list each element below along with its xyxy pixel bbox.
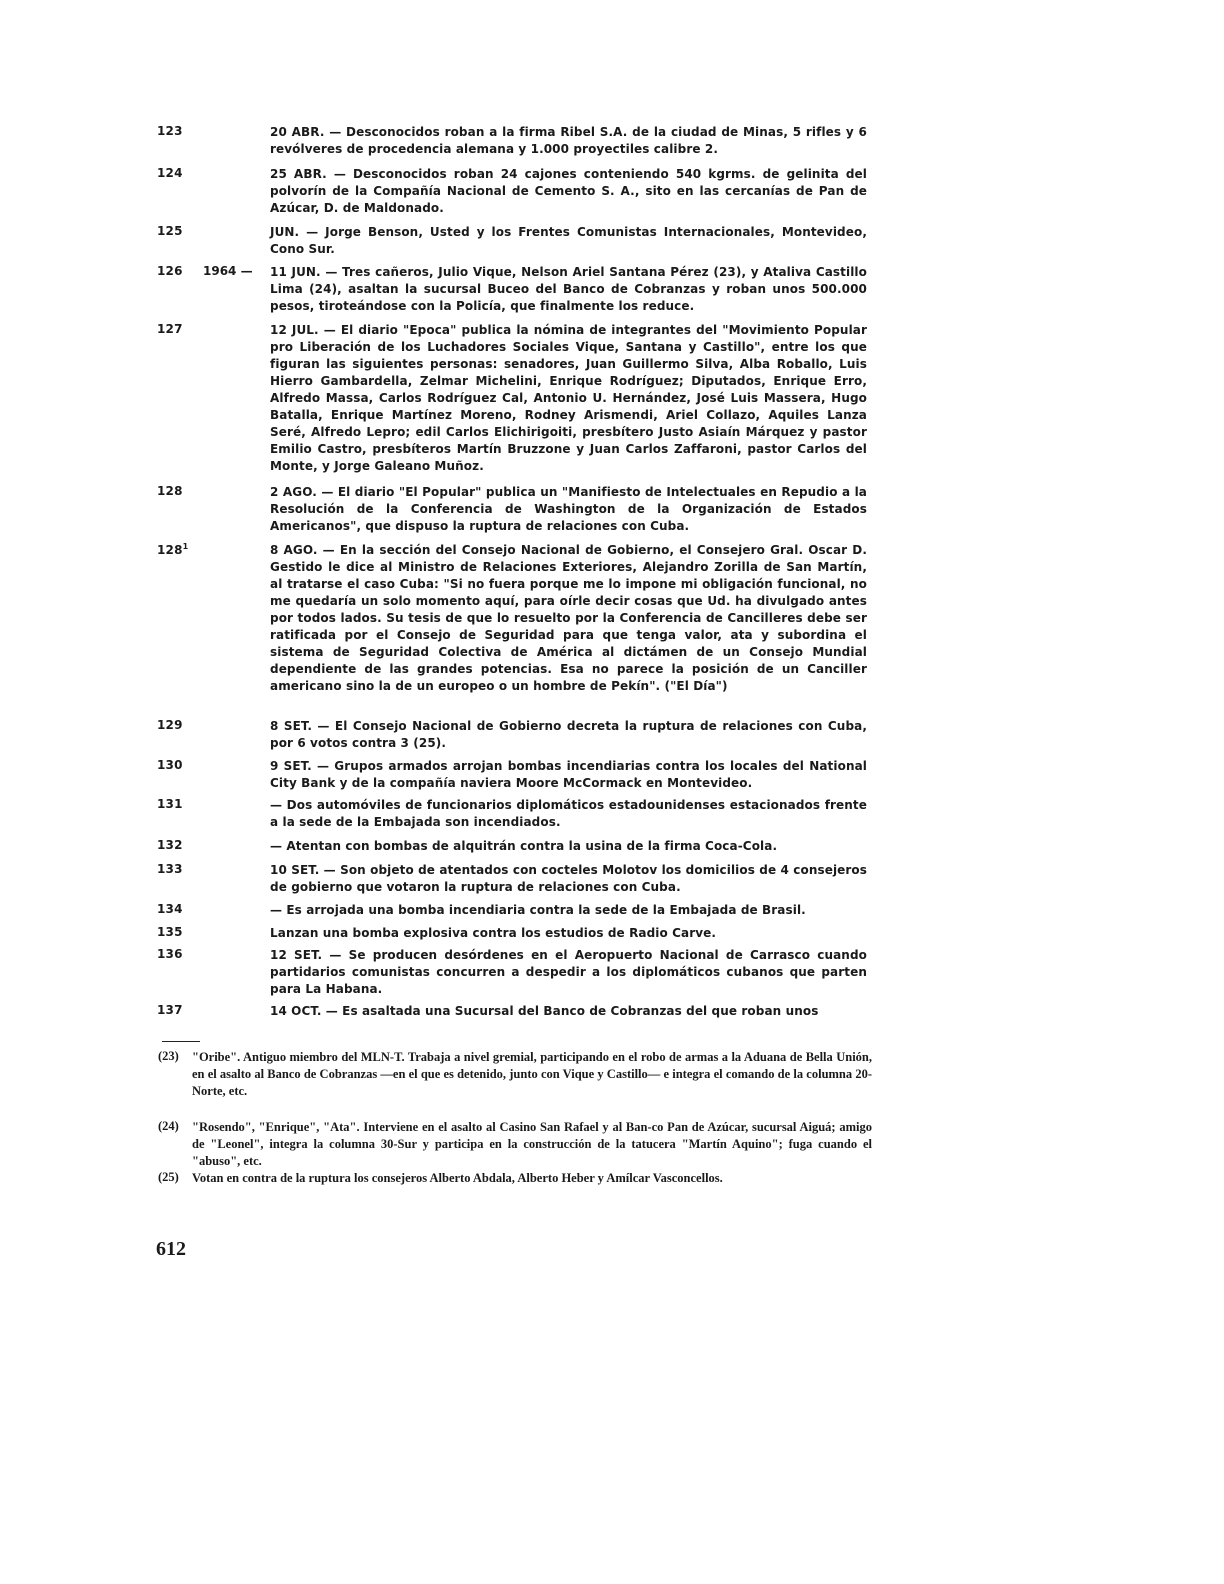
entry-text: — Dos automóviles de funcionarios diplomáticos estadounidenses estacionados frente a la sede de la Embajada son incendiados. <box>270 798 867 829</box>
entry-text: 12 JUL. — El diario "Epoca" publica la nómina de integrantes del "Movimiento Popular pro Liberación de los Luchadores Sociales Vique, Santana y Castillo", entre los que figuran las siguientes personas: senadores, Juan Guillermo Silva, Alba Roballo, Luis Hierro Gambardella, Zelmar Michelini, Enrique Rodríguez; Diputados, Enrique Erro, Alfredo Massa, Carlos Rodríguez Cal, Antonio U. Hernández, José Luis Massera, Hugo Batalla, Enrique Martínez Moreno, Rodney Arismendi, Ariel Collazo, Aquiles Lanza Seré, Alfredo Lepro; edil Carlos Elichirigoiti, presbítero Justo Asiaín Márquez y pastor Emilio Castro, presbíteros Martín Bruzzone y Juan Carlos Zaffaroni, pastor Carlos del Monte, y Jorge Galeano Muñoz. <box>270 323 867 473</box>
entry-number: 136 <box>157 947 183 961</box>
entry-text: 2 AGO. — El diario "El Popular" publica un "Manifiesto de Intelectuales en Repudio a la Resolución de la Conferencia de Washington de la Organización de Estados Americanos", que dispuso la ruptura de relaciones con Cuba. <box>270 485 867 533</box>
entry-number: 131 <box>157 797 183 811</box>
page-number: 612 <box>156 1238 186 1260</box>
entry-number: 123 <box>157 124 183 138</box>
entry-text: Lanzan una bomba explosiva contra los estudios de Radio Carve. <box>270 926 717 940</box>
entry-text: 14 OCT. — Es asaltada una Sucursal del Banco de Cobranzas del que roban unos <box>270 1004 819 1018</box>
entry-number: 125 <box>157 224 183 238</box>
entry-text: 9 SET. — Grupos armados arrojan bombas incendiarias contra los locales del National City Bank y de la compañía naviera Moore McCormack en Montevideo. <box>270 759 867 790</box>
footnote-divider <box>162 1041 200 1042</box>
entry-number: 137 <box>157 1003 183 1017</box>
entry-text: 8 AGO. — En la sección del Consejo Nacional de Gobierno, el Consejero Gral. Oscar D. Gestido le dice al Ministro de Relaciones Exteriores, Alejandro Zorilla de San Martín, al tratarse el caso Cuba: "Si no fuera porque me lo impone mi obligación funcional, no me quedaría un solo momento aquí, para oírle decir cosas que Ud. ha divulgado antes por todos lados. Su tesis de que lo resuelto por la Conferencia de Cancilleres debe ser ratificada por el Consejo de Seguridad para que tenga valor, ata y subordina el sistema de Seguridad Colectiva de América al dictámen de un Consejo Mundial dependiente de las grandes potencias. Esa no parece la posición de un Canciller americano sino la de un europeo o un hombre de Pekín". ("El Día") <box>270 543 867 693</box>
entry-number <box>157 542 188 557</box>
entry-number: 133 <box>157 862 183 876</box>
entry-text: 20 ABR. — Desconocidos roban a la firma Ribel S.A. de la ciudad de Minas, 5 rifles y 6 revólveres de procedencia alemana y 1.000 proyectiles calibre 2. <box>270 125 867 156</box>
entry-number: 135 <box>157 925 183 939</box>
entry-number: 129 <box>157 718 183 732</box>
entry-text: 25 ABR. — Desconocidos roban 24 cajones conteniendo 540 kgrms. de gelinita del polvorín de la Compañía Nacional de Cemento S. A., sito en las cercanías de Pan de Azúcar, D. de Maldonado. <box>270 167 867 215</box>
entry-number: 132 <box>157 838 183 852</box>
entry-number: 128 <box>157 484 183 498</box>
entry-number: 127 <box>157 322 183 336</box>
entry-text: 12 SET. — Se producen desórdenes en el Aeropuerto Nacional de Carrasco cuando partidarios comunistas concurren a despedir a los diplomáticos cubanos que parten para La Habana. <box>270 948 867 996</box>
entry-number: 134 <box>157 902 183 916</box>
footnote-text: Votan en contra de la ruptura los consejeros Alberto Abdala, Alberto Heber y Amílcar Vasconcellos. <box>192 1171 723 1185</box>
footnote-number: (24) <box>158 1119 179 1133</box>
footnote-text: "Oribe". Antiguo miembro del MLN-T. Trabaja a nivel gremial, participando en el robo de armas a la Aduana de Bella Unión, en el asalto al Banco de Cobranzas —en el que es detenido, junto con Vique y Castillo— e integra el comando de la columna 20-Norte, etc. <box>192 1050 872 1098</box>
footnote-number: (25) <box>158 1170 179 1184</box>
footnote-number: (23) <box>158 1049 179 1063</box>
entry-text: 10 SET. — Son objeto de atentados con cocteles Molotov los domicilios de 4 consejeros de gobierno que votaron la ruptura de relaciones con Cuba. <box>270 863 867 894</box>
entry-number: 124 <box>157 166 183 180</box>
entry-text: JUN. — Jorge Benson, Usted y los Frentes Comunistas Internacionales, Montevideo, Cono Sur. <box>270 225 867 256</box>
entry-number: 126 <box>157 264 183 278</box>
entry-number-superscript: 1 <box>182 542 189 551</box>
footnote-text: "Rosendo", "Enrique", "Ata". Interviene en el asalto al Casino San Rafael y al Ban-co Pan de Azúcar, sucursal Aiguá; amigo de "Leonel", integra la columna 30-Sur y participa en la construcción de la tatucera "Martín Aquino"; fuga cuando el "abuso", etc. <box>192 1120 872 1168</box>
entry-text: 11 JUN. — Tres cañeros, Julio Vique, Nelson Ariel Santana Pérez (23), y Ataliva Castillo Lima (24), asaltan la sucursal Buceo del Banco de Cobranzas y roban unos 500.000 pesos, tiroteándose con la Policía, que finalmente los reduce. <box>270 265 867 313</box>
entry-number-main: 128 <box>157 543 183 557</box>
entry-text: 8 SET. — El Consejo Nacional de Gobierno decreta la ruptura de relaciones con Cuba, por 6 votos contra 3 (25). <box>270 719 867 750</box>
entry-text: — Es arrojada una bomba incendiaria contra la sede de la Embajada de Brasil. <box>270 903 806 917</box>
entry-text: — Atentan con bombas de alquitrán contra la usina de la firma Coca-Cola. <box>270 839 778 853</box>
entry-number: 130 <box>157 758 183 772</box>
entry-year: 1964 — <box>203 264 253 278</box>
